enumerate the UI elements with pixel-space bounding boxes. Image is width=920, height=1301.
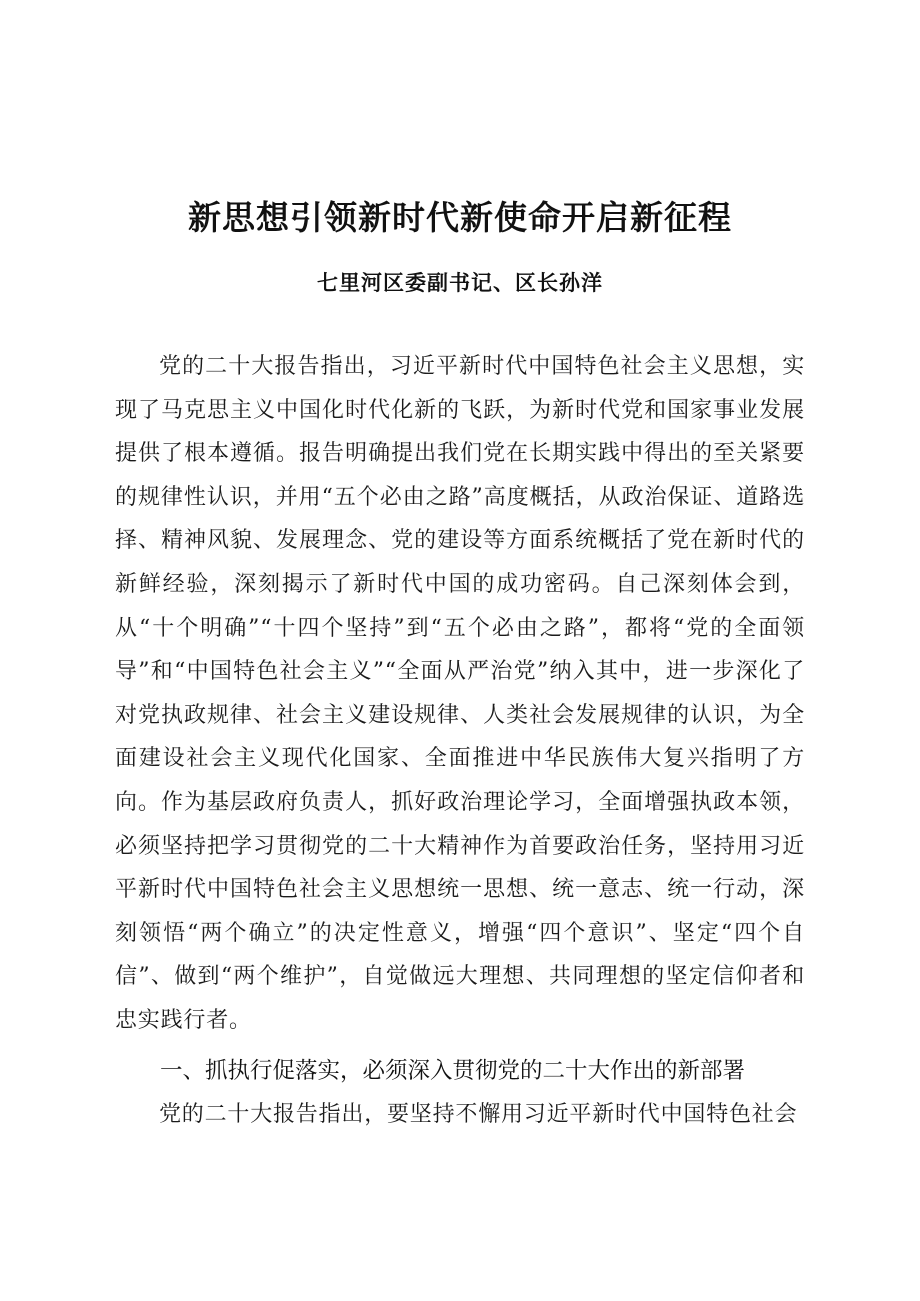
body-paragraph-1: 党的二十大报告指出，习近平新时代中国特色社会主义思想，实现了马克思主义中国化时代化新的飞跃，为新时代党和国家事业发展提供了根本遵循。报告明确提出我们党在长期实践中得出的至关紧要的规律性认识，并用“五个必由之路”高度概括，从政治保证、道路选择、精神风貌、发展理念、党的建设等方面系统概括了党在新时代的新鲜经验，深刻揭示了新时代中国的成功密码。自己深刻体会到，从“十个明确”“十四个坚持”到“五个必由之路”，都将“党的全面领导”和“中国特色社会主义”“全面从严治党”纳入其中，进一步深化了对党执政规律、社会主义建设规律、人类社会发展规律的认识，为全面建设社会主义现代化国家、全面推进中华民族伟大复兴指明了方向。作为基层政府负责人，抓好政治理论学习，全面增强执政本领，必须坚持把学习贯彻党的二十大精神作为首要政治任务，坚持用习近平新时代中国特色社会主义思想统一思想、统一意志、统一行动，深刻领悟“两个确立”的决定性意义，增强“四个意识”、坚定“四个自信”、做到“两个维护”，自觉做远大理想、共同理想的坚定信仰者和忠实践行者。 <box>115 354 805 1033</box>
section-heading-1: 一、抓执行促落实，必须深入贯彻党的二十大作出的新部署 <box>160 1057 746 1084</box>
document-title: 新思想引领新时代新使命开启新征程 <box>188 198 732 238</box>
author-line: 七里河区委副书记、区长孙洋 <box>317 270 603 295</box>
document-body <box>115 345 805 1136</box>
body-paragraph-2: 党的二十大报告指出，要坚持不懈用习近平新时代中国特色社会 <box>159 1101 798 1127</box>
